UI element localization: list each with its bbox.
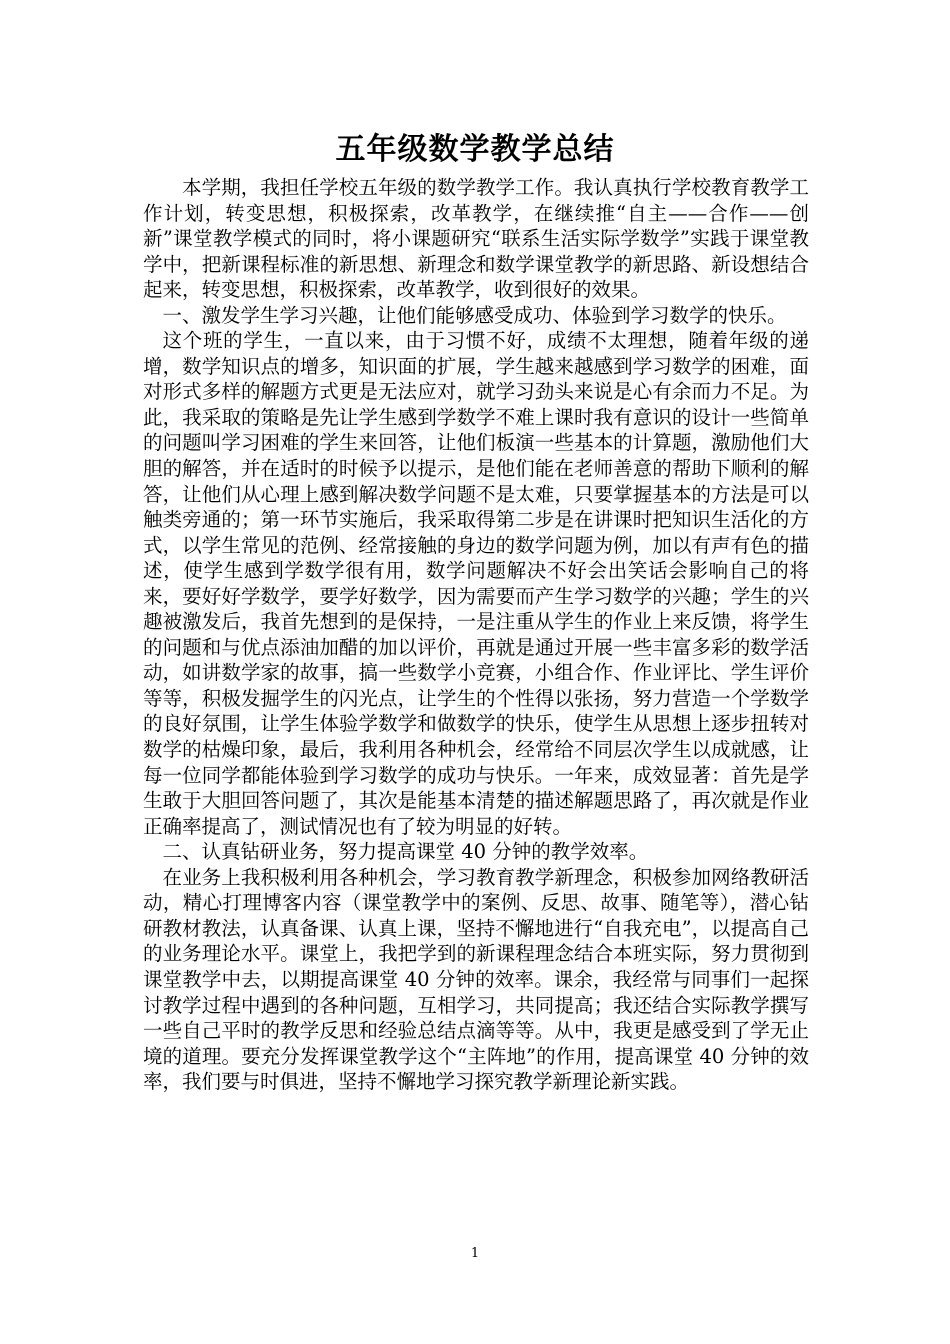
paragraph-section-1: 这个班的学生，一直以来，由于习惯不好，成绩不太理想，随着年级的递增，数学知识点的增多，知识面的扩展，学生越来越感到学习数学的困难，面对形式多样的解题方式更是无法应对，就学习劲头来说是心有余而力不足。为此，我采取的策略是先让学生感到学数学不难上课时我有意识的设计一些简单的问题叫学习困难的学生来回答，让他们板演一些基本的计算题，激励他们大胆的解答，并在适时的时候予以提示，是他们能在老师善意的帮助下顺利的解答，让他们从心理上感到解决数学问题不是太难，只要掌握基本的方法是可以触类旁通的；第一环节实施后，我采取得第二步是在讲课时把知识生活化的方式，以学生常见的范例、经常接触的身边的数学问题为例，加以有声有色的描述，使学生感到学数学很有用，数学问题解决不好会出笑话会影响自己的将来，要好好学数学，要学好数学，因为需要而产生学习数学的兴趣；学生的兴趣被激发后，我首先想到的是保持，一是注重从学生的作业上来反馈，将学生的问题和与优点添油加醋的加以评价，再就是通过开展一些丰富多彩的数学活动，如讲数学家的故事，搞一些数学小竞赛，小组合作、作业评比、学生评价等等，积极发掘学生的闪光点，让学生的个性得以张扬，努力营造一个学数学的良好氛围，让学生体验学数学和做数学的快乐，使学生从思想上逐步扭转对数学的枯燥印象，最后，我利用各种机会，经常给不同层次学生以成就感，让每一位同学都能体验到学习数学的成功与快乐。一年来，成效显著：首先是学生敢于大胆回答问题了，其次是能基本清楚的描述解题思路了，再次就是作业正确率提高了，测试情况也有了较为明显的好转。 [143,329,809,838]
section-heading-1: 一、激发学生学习兴趣，让他们能够感受成功、体验到学习数学的快乐。 [162,303,787,327]
section-heading-2: 二、认真钻研业务，努力提高课堂 40 分钟的教学效率。 [162,840,649,864]
paragraph-section-2: 在业务上我积极利用各种机会，学习教育教学新理念，积极参加网络教研活动，精心打理博客内容（课堂教学中的案例、反思、故事、随笔等），潜心钻研教材教法，认真备课、认真上课，坚持不懈地进行“自我充电”，以提高自己的业务理论水平。课堂上，我把学到的新课程理念结合本班实际，努力贯彻到课堂教学中去，以期提高课堂 40 分钟的效率。课余，我经常与同事们一起探讨教学过程中遇到的各种问题，互相学习，共同提高；我还结合实际教学撰写一些自己平时的教学反思和经验总结点滴等等。从中，我更是感受到了学无止境的道理。要充分发挥课堂教学这个“主阵地”的作用，提高课堂 40 分钟的效率，我们要与时俱进，坚持不懈地学习探究教学新理论新实践。 [143,865,809,1094]
document-title: 五年级数学教学总结 [335,132,615,167]
document-body [143,175,809,1095]
page-number: 1 [470,1246,480,1261]
paragraph-intro: 本学期，我担任学校五年级的数学教学工作。我认真执行学校教育教学工作计划，转变思想，积极探索，改革教学，在继续推“自主——合作——创新”课堂教学模式的同时，将小课题研究“联系生活实际学数学”实践于课堂教学中，把新课程标准的新思想、新理念和数学课堂教学的新思路、新设想结合起来，转变思想，积极探索，改革教学，收到很好的效果。 [143,176,809,302]
